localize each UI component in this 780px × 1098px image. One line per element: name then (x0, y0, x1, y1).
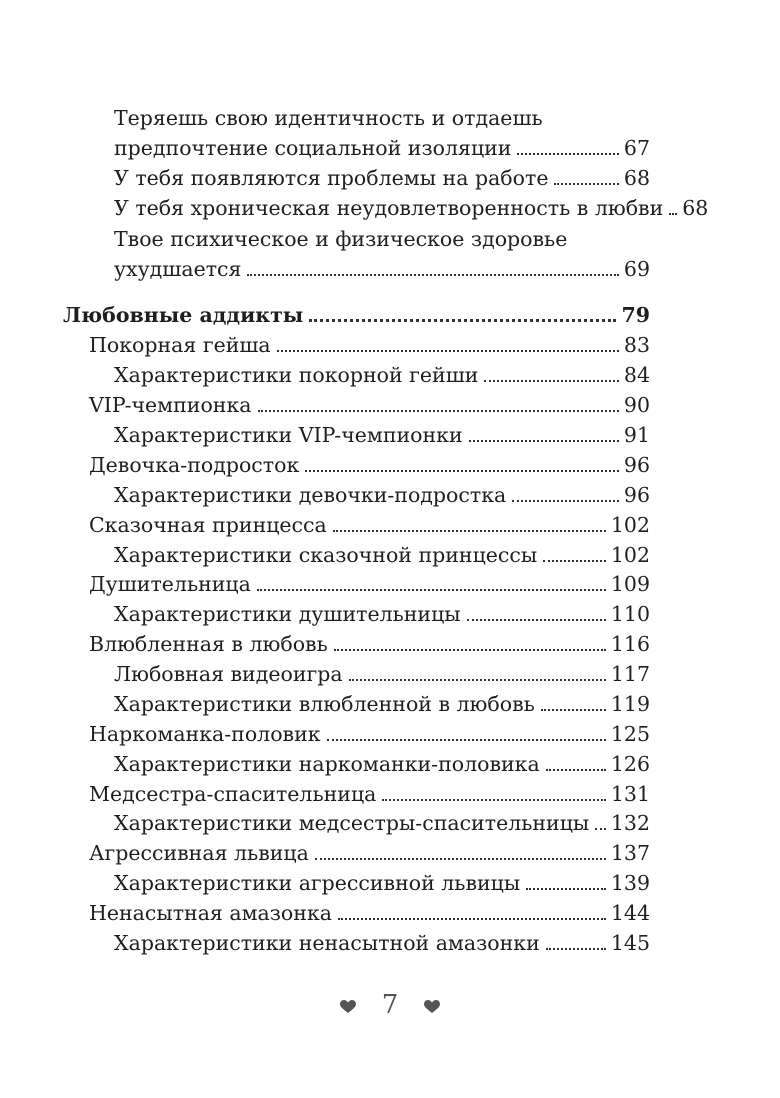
toc-page-number: 110 (610, 602, 650, 626)
toc-entry-title: У тебя хроническая неудовлетворенность в любви (114, 196, 664, 220)
toc-page-number: 116 (610, 632, 650, 656)
dot-leader (338, 918, 606, 920)
toc-page-number: 139 (610, 871, 650, 895)
heart-icon (340, 1000, 356, 1014)
toc-section (89, 330, 650, 360)
dot-leader (541, 709, 606, 711)
toc-section (89, 510, 650, 540)
toc-page-number: 96 (623, 453, 650, 477)
dot-leader (327, 739, 606, 741)
toc-page-number: 83 (623, 333, 650, 357)
toc-section (89, 719, 650, 749)
dot-leader (546, 769, 606, 771)
dot-leader (333, 530, 606, 532)
toc-entry-title: Характеристики наркоманки-половика (114, 752, 540, 776)
toc-page-number: 91 (623, 423, 650, 447)
toc-entry-title: Сказочная принцесса (89, 513, 327, 537)
dot-leader (669, 213, 677, 215)
toc-entry-title: Твое психическое и физическое здоровье (114, 227, 568, 251)
toc-subsection (114, 420, 650, 450)
dot-leader (257, 589, 606, 591)
toc-entry-title: Характеристики сказочной принцессы (114, 543, 538, 567)
dot-leader (554, 183, 618, 185)
toc-entry-title: Девочка-подросток (89, 453, 300, 477)
toc-subsection (114, 749, 650, 779)
dot-leader (334, 649, 606, 651)
toc-subsection (114, 360, 650, 390)
dot-leader (305, 470, 619, 472)
toc-page-number: 132 (610, 811, 650, 835)
dot-leader (543, 560, 606, 562)
toc-page-number: 125 (610, 722, 650, 746)
toc-page-number: 79 (621, 303, 650, 327)
toc-page-number: 67 (623, 136, 650, 160)
toc-section (89, 629, 650, 659)
toc-page-number: 102 (610, 513, 650, 537)
toc-section (89, 450, 650, 480)
toc-entry-title: Характеристики девочки-подростка (114, 483, 507, 507)
toc-entry-title: Ненасытная амазонка (89, 901, 332, 925)
toc-page-number: 119 (610, 692, 650, 716)
page-number: 7 (381, 990, 399, 1020)
toc-entry-title: Характеристики медсестры-спасительницы (114, 811, 590, 835)
dot-leader (382, 799, 606, 801)
toc-subsection (114, 540, 650, 570)
toc-subsection (114, 193, 709, 223)
dot-leader (349, 679, 606, 681)
toc-page-number: 102 (610, 543, 650, 567)
dot-leader (469, 440, 619, 442)
toc-entry-title: Характеристики душительницы (114, 602, 461, 626)
toc-subsection (114, 928, 650, 958)
toc-subsection (114, 133, 650, 163)
dot-leader (517, 153, 618, 155)
toc-page-number: 117 (610, 662, 650, 686)
toc-entry-title: Любовные аддикты (63, 303, 304, 327)
page-footer (0, 985, 780, 1025)
dot-leader (467, 619, 606, 621)
toc-subsection (114, 689, 650, 719)
toc-entry-title: Душительница (89, 572, 251, 596)
toc-entry-title: Характеристики покорной гейши (114, 363, 479, 387)
toc-page-number: 144 (610, 901, 650, 925)
dot-leader (484, 380, 618, 382)
dot-leader (512, 500, 619, 502)
dot-leader (546, 948, 606, 950)
toc-subsection (114, 868, 650, 898)
toc-subsection (114, 659, 650, 689)
toc-entry-title: VIP-чемпионка (89, 393, 252, 417)
toc-entry-title: Характеристики VIP-чемпионки (114, 423, 463, 447)
dot-leader (595, 828, 606, 830)
toc-entry-title: Характеристики ненасытной амазонки (114, 931, 540, 955)
toc-entry-title: ухудшается (114, 257, 242, 281)
toc-subsection (114, 254, 650, 284)
heart-icon (424, 1000, 440, 1014)
toc-entry-title: Влюбленная в любовь (89, 632, 328, 656)
toc-page-number: 96 (623, 483, 650, 507)
toc-page-number: 137 (610, 841, 650, 865)
dot-leader (309, 319, 616, 322)
toc-section (89, 779, 650, 809)
toc-entry-title: Покорная гейша (89, 333, 271, 357)
toc-page-number: 69 (623, 257, 650, 281)
toc-page-number: 68 (623, 166, 650, 190)
dot-leader (258, 410, 619, 412)
toc-subsection (114, 103, 543, 133)
toc-subsection (114, 808, 650, 838)
toc-page-number: 145 (610, 931, 650, 955)
toc-entry-title: Характеристики агрессивной львицы (114, 871, 521, 895)
toc-page-number: 109 (610, 572, 650, 596)
toc-section (89, 569, 650, 599)
toc-chapter (63, 300, 650, 330)
dot-leader (526, 888, 606, 890)
toc-subsection (114, 599, 650, 629)
toc-entry-title: Медсестра-спасительница (89, 782, 377, 806)
toc-subsection (114, 480, 650, 510)
toc-entry-title: У тебя появляются проблемы на работе (114, 166, 549, 190)
toc-section (89, 838, 650, 868)
toc-section (89, 390, 650, 420)
toc-page-number: 90 (623, 393, 650, 417)
dot-leader (277, 350, 619, 352)
dot-leader (247, 274, 618, 276)
toc-entry-title: Любовная видеоигра (114, 662, 343, 686)
toc-page-number: 126 (610, 752, 650, 776)
toc-entry-title: Характеристики влюбленной в любовь (114, 692, 535, 716)
toc-subsection (114, 163, 650, 193)
toc-page-number: 131 (610, 782, 650, 806)
toc-page-number: 84 (623, 363, 650, 387)
toc-entry-title: Теряешь свою идентичность и отдаешь (114, 106, 543, 130)
dot-leader (315, 858, 606, 860)
toc-subsection (114, 224, 567, 254)
toc-section (89, 898, 650, 928)
toc-page-number: 68 (682, 196, 709, 220)
toc-entry-title: предпочтение социальной изоляции (114, 136, 512, 160)
toc-entry-title: Наркоманка-половик (89, 722, 321, 746)
toc-entry-title: Агрессивная львица (89, 841, 309, 865)
